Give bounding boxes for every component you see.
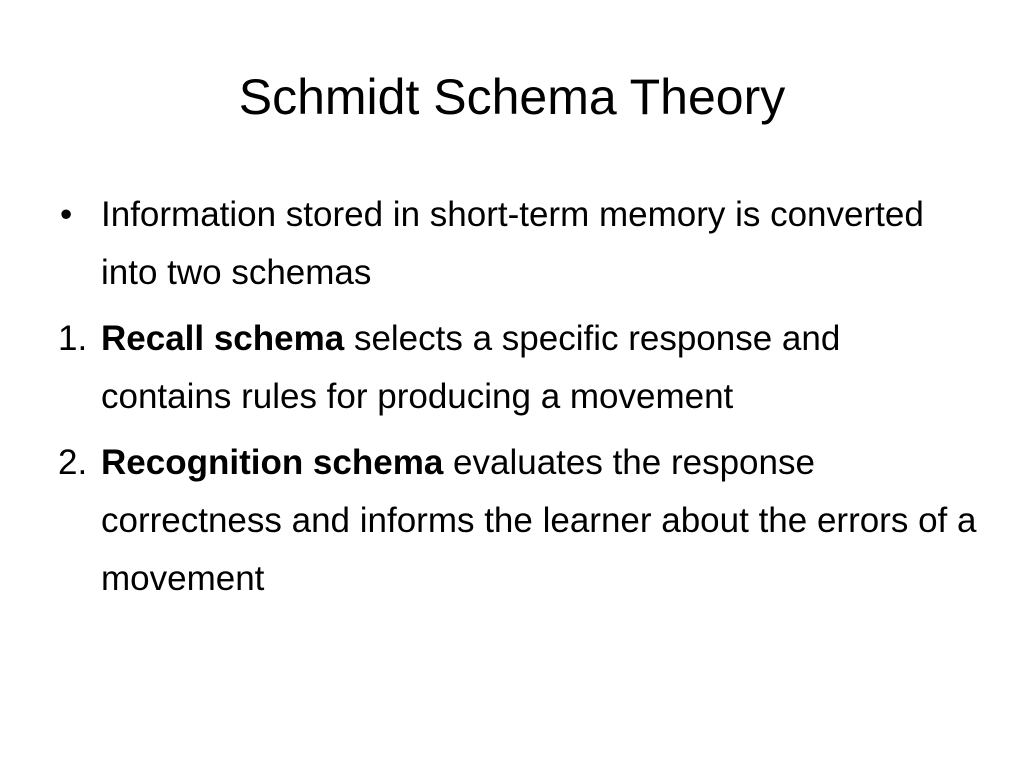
term-recall-schema: Recall schema [101,319,345,358]
number-marker: 1. [58,319,88,358]
recognition-schema-description: evaluates the response correctness and informs the learner about the errors of a movement [101,443,977,598]
bullet-item [58,186,978,302]
bullet-text [101,186,978,302]
bullet-description: Information stored in short-term memory is converted into two schemas [101,195,924,292]
numbered-text [101,434,978,608]
number-marker: 2. [58,443,88,482]
slide-title: Schmidt Schema Theory [238,69,786,125]
numbered-item-recall-schema [58,310,978,426]
numbered-text [101,310,978,426]
term-recognition-schema: Recognition schema [101,443,444,482]
bullet-marker: • [60,195,73,234]
numbered-item-recognition-schema [58,434,978,608]
recall-schema-description: selects a specific response and contains rules for producing a movement [101,319,841,416]
slide-body [58,186,978,616]
